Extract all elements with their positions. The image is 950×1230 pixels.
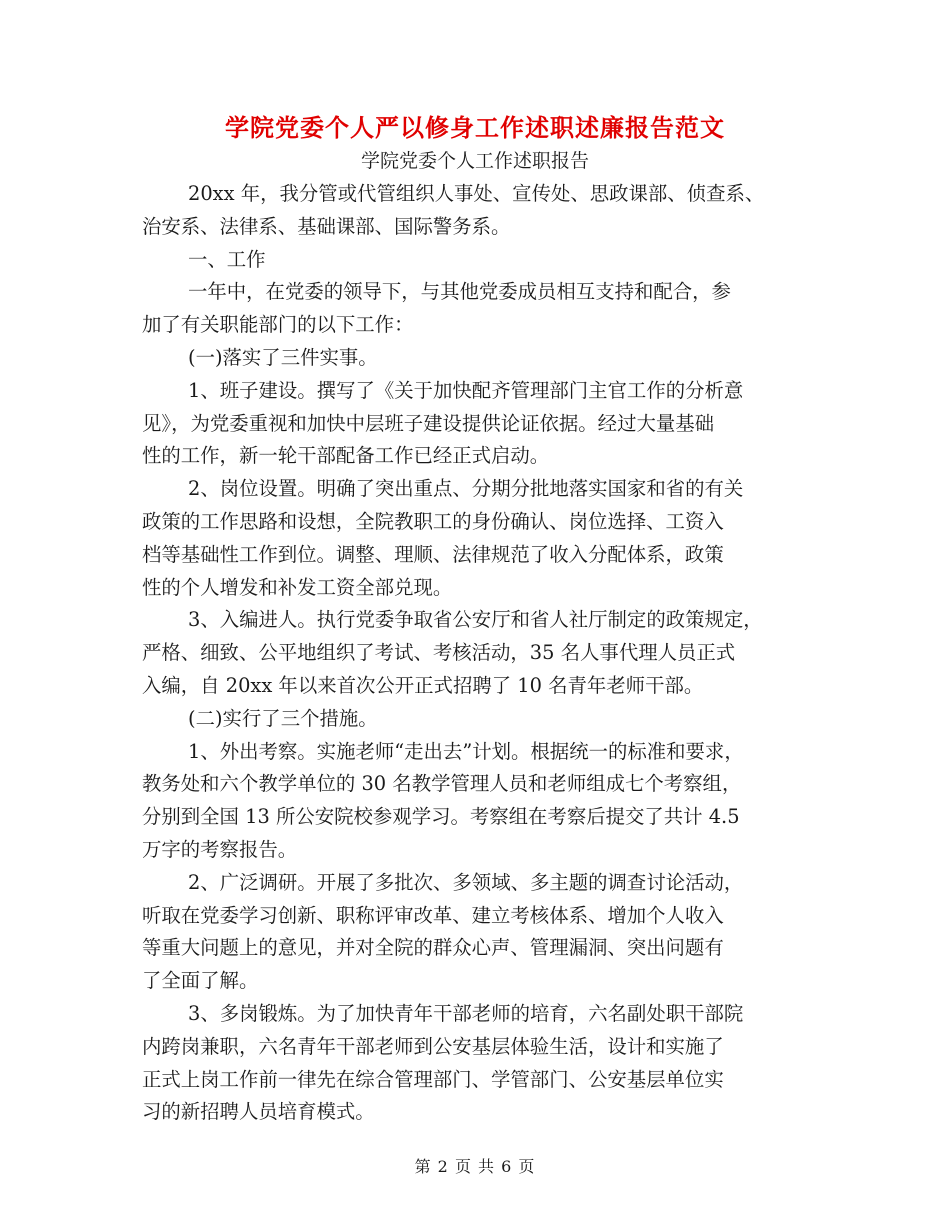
text-line: 入编，自 20xx 年以来首次公开正式招聘了 10 名青年老师干部。 <box>142 673 704 697</box>
subsection-heading: (一)落实了三件实事。 <box>188 345 378 369</box>
text-line: 20xx 年，我分管或代管组织人事处、宣传处、思政课部、侦查系、 <box>188 182 765 205</box>
text-line: 档等基础性工作到位。调整、理顺、法律规范了收入分配体系，政策 <box>142 542 724 566</box>
document-title: 学院党委个人严以修身工作述职述廉报告范文 <box>225 113 725 142</box>
text-line: 了全面了解。 <box>142 969 259 993</box>
text-line: 严格、细致、公平地组织了考试、考核活动，35 名人事代理人员正式 <box>142 641 736 665</box>
text-line: 2、广泛调研。开展了多批次、多领域、多主题的调查讨论活动， <box>188 870 744 894</box>
text-line: 听取在党委学习创新、职称评审改革、建立考核体系、增加个人收入 <box>142 903 724 927</box>
text-line: 加了有关职能部门的以下工作： <box>142 313 414 337</box>
text-line: 教务处和六个教学单位的 30 名教学管理人员和老师组成七个考察组， <box>142 772 742 796</box>
page-number-footer: 第 2 页 共 6 页 <box>414 1157 536 1176</box>
text-line: 习的新招聘人员培育模式。 <box>142 1100 375 1124</box>
text-line: 3、入编进人。执行党委争取省公安厅和省人社厅制定的政策规定， <box>188 608 763 632</box>
text-line: 正式上岗工作前一律先在综合管理部门、学管部门、公安基层单位实 <box>142 1067 724 1091</box>
text-line: 性的个人增发和补发工资全部兑现。 <box>142 575 453 599</box>
text-line: 治安系、法律系、基础课部、国际警务系。 <box>142 214 511 238</box>
text-line: 2、岗位设置。明确了突出重点、分期分批地落实国家和省的有关 <box>188 477 744 501</box>
text-line: 万字的考察报告。 <box>142 837 298 861</box>
text-line: 分别到全国 13 所公安院校参观学习。考察组在考察后提交了共计 4.5 <box>142 805 740 829</box>
subsection-heading: (二)实行了三个措施。 <box>188 706 378 730</box>
text-line: 1、外出考察。实施老师“走出去”计划。根据统一的标准和要求， <box>188 739 744 763</box>
text-line: 政策的工作思路和设想，全院教职工的身份确认、岗位选择、工资入 <box>142 509 724 533</box>
text-line: 1、班子建设。撰写了《关于加快配齐管理部门主官工作的分析意 <box>188 378 744 402</box>
text-line: 性的工作，新一轮干部配备工作已经正式启动。 <box>142 444 550 468</box>
document-body <box>142 178 822 1129</box>
text-line: 一年中，在党委的领导下，与其他党委成员相互支持和配合，参 <box>188 280 731 304</box>
text-line: 3、多岗锻炼。为了加快青年干部老师的培育，六名副处职干部院 <box>188 1001 744 1025</box>
document-subtitle: 学院党委个人工作述职报告 <box>360 150 589 172</box>
section-heading: 一、工作 <box>188 247 266 271</box>
text-line: 内跨岗兼职，六名青年干部老师到公安基层体验生活，设计和实施了 <box>142 1034 724 1058</box>
text-line: 见》，为党委重视和加快中层班子建设提供论证依据。经过大量基础 <box>142 411 715 435</box>
text-line: 等重大问题上的意见，并对全院的群众心声、管理漏洞、突出问题有 <box>142 936 724 960</box>
